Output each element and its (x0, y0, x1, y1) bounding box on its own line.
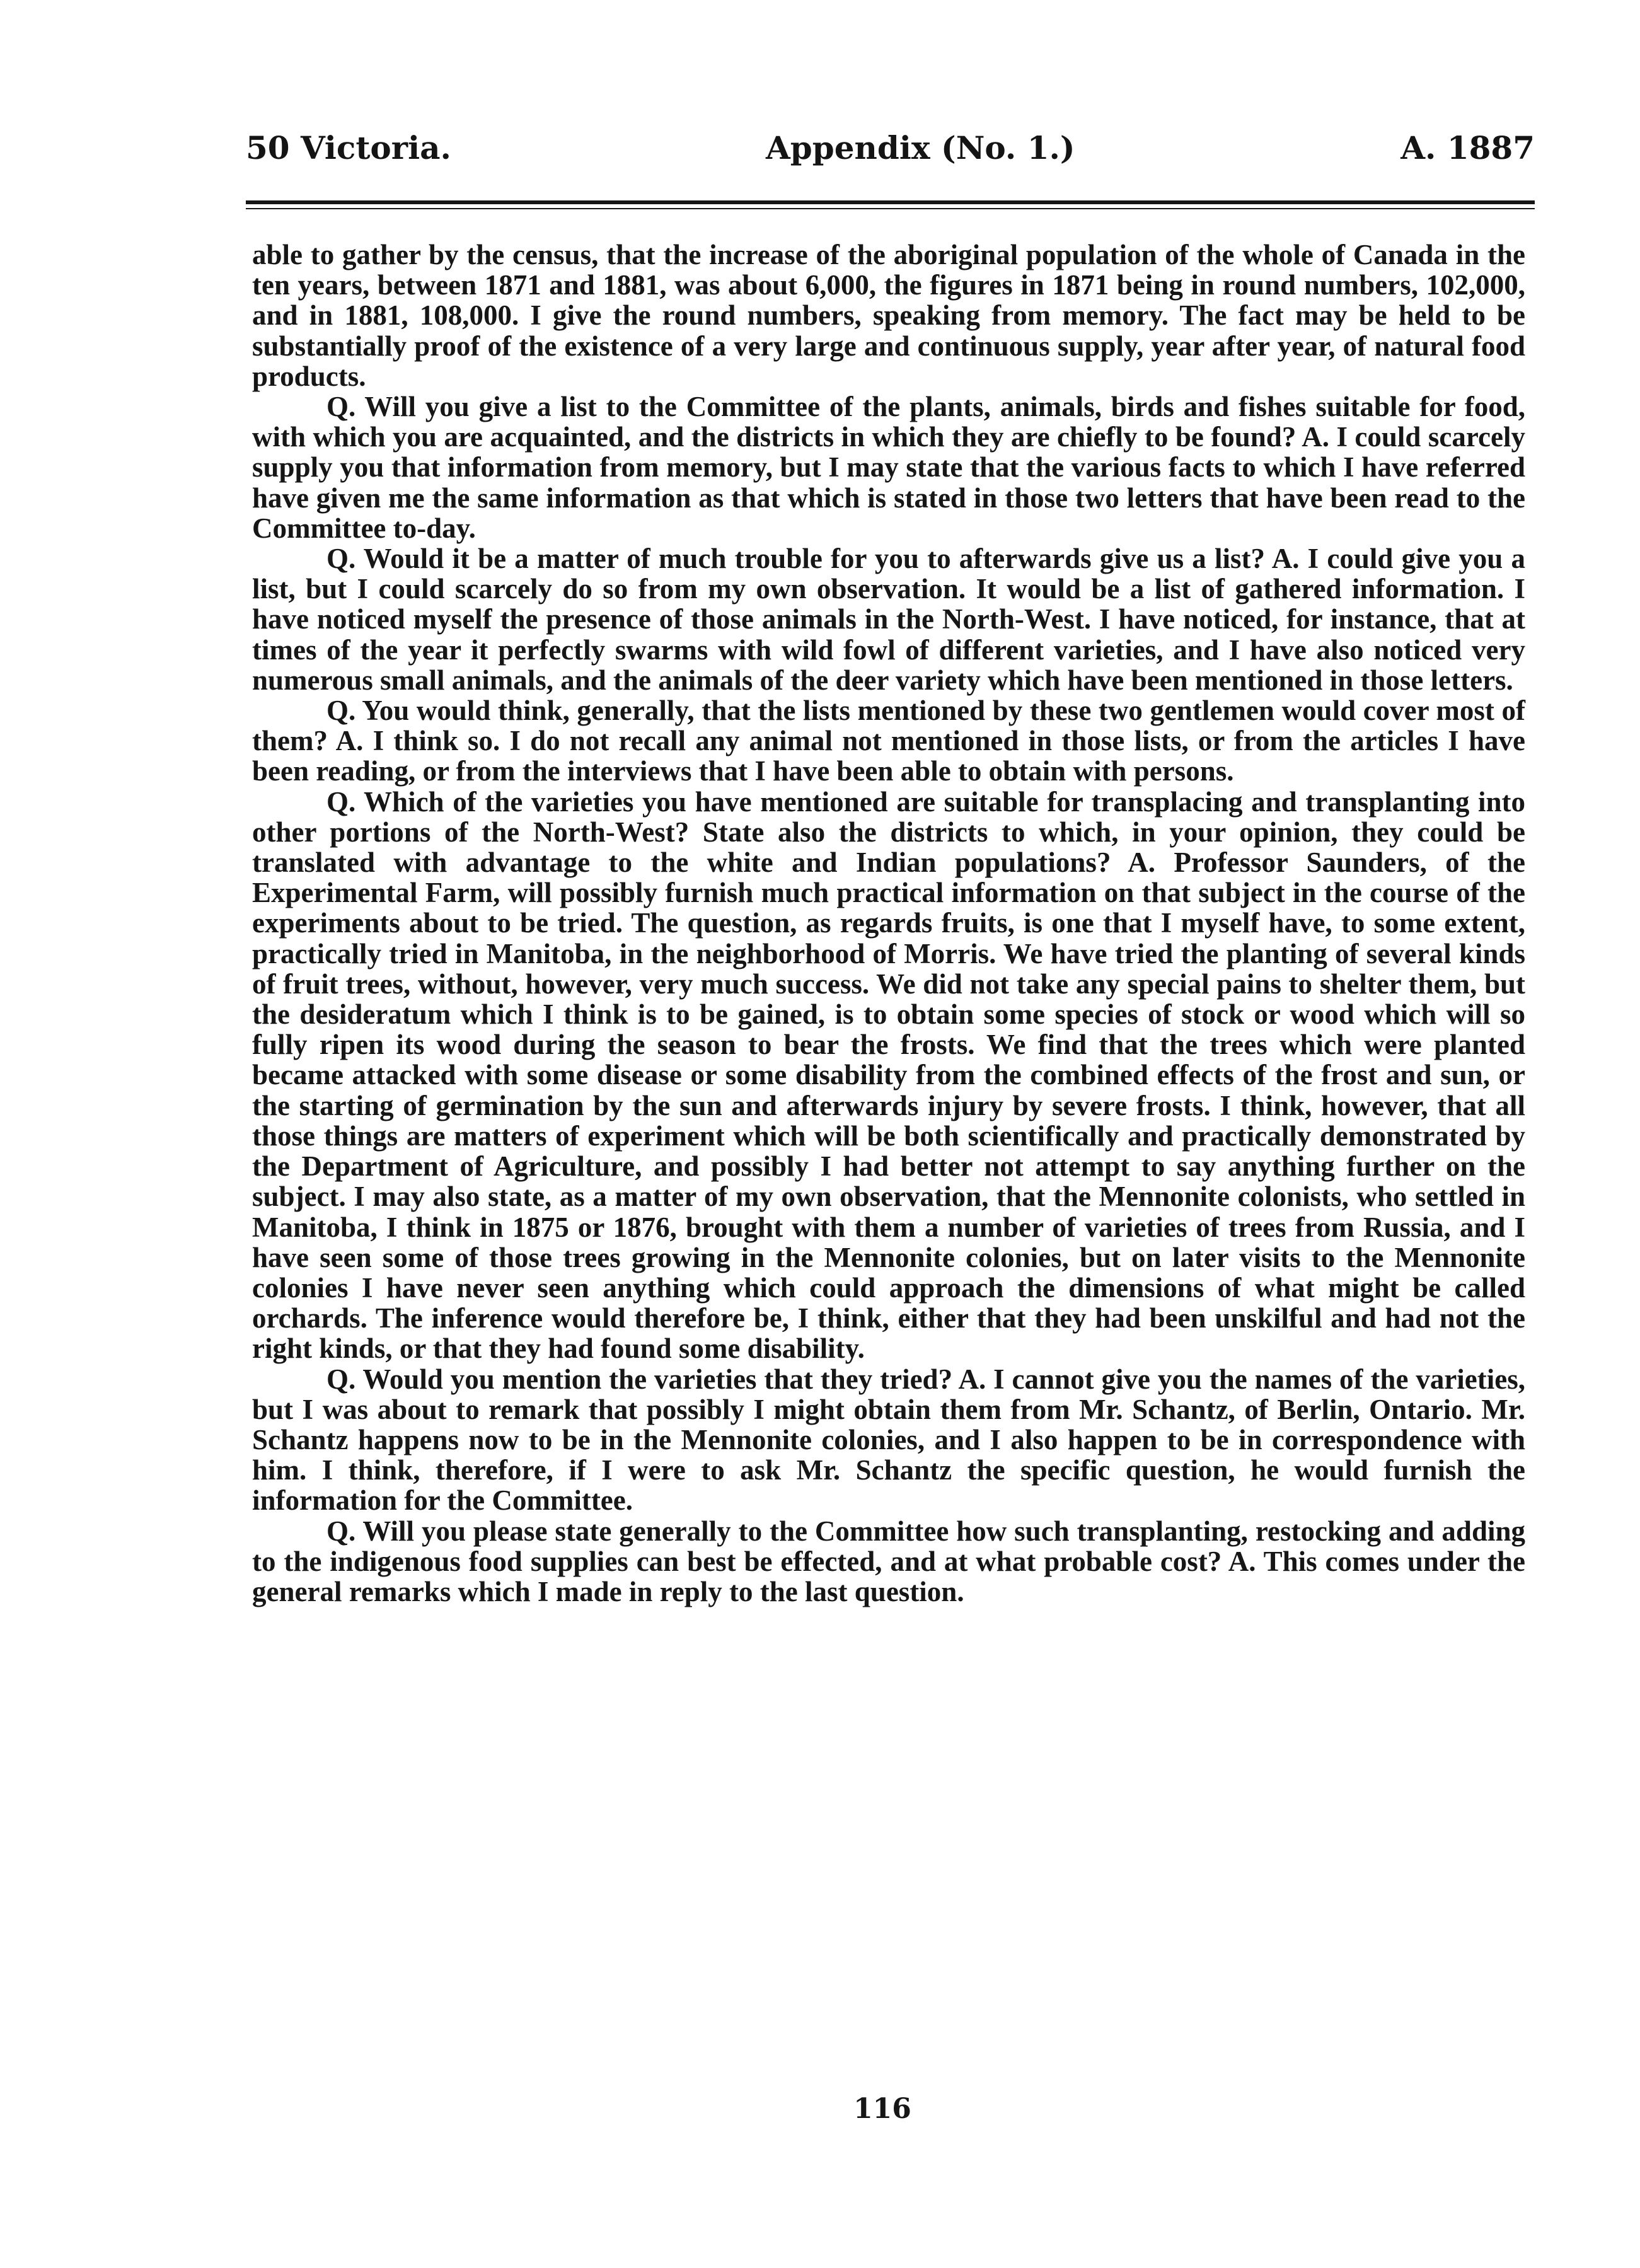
paragraph: Q. Would it be a matter of much trouble for you to afterwards give us a list? A. I could give you a list, but I could scarcely do so from my own observation. It would be a list of gathered information. I have noticed myself the presence of those animals in the North-West. I have noticed, for instance, that at times of the year it perfectly swarms with wild fowl of different varieties, and I have also noticed very numerous small animals, and the animals of the deer variety which have been mentioned in those letters. (252, 543, 1525, 696)
header-rule-thin (246, 208, 1535, 209)
paragraph: Q. You would think, generally, that the lists mentioned by these two gentlemen would cover most of them? A. I think so. I do not recall any animal not mentioned in those lists, or from the articles I have been reading, or from the interviews that I have been able to obtain with persons. (252, 695, 1525, 787)
paragraph: Q. Would you mention the varieties that they tried? A. I cannot give you the names of the varieties, but I was about to remark that possibly I might obtain them from Mr. Schantz, of Berlin, Ontario. Mr. Schantz happens now to be in the Mennonite colonies, and I also happen to be in correspondence with him. I think, therefore, if I were to ask Mr. Schantz the specific question, he would furnish the information for the Committee. (252, 1363, 1525, 1517)
header-session: 50 Victoria. (246, 129, 451, 166)
header-year: A. 1887 (1400, 129, 1535, 166)
header-appendix: Appendix (No. 1.) (766, 129, 1075, 166)
page-number: 116 (853, 2093, 911, 2125)
paragraph: able to gather by the census, that the increase of the aboriginal population of the whole of Canada in the ten years, between 1871 and 1881, was about 6,000, the figures in 1871 being in round numbers, 102,000, and in 1881, 108,000. I give the round numbers, speaking from memory. The fact may be held to be substantially proof of the existence of a very large and continuous supply, year after year, of natural food products. (252, 239, 1525, 392)
running-header (246, 129, 1535, 186)
body-text (252, 240, 1525, 1607)
header-rule-thick (246, 200, 1535, 204)
paragraph: Q. Will you give a list to the Committee of the plants, animals, birds and fishes suitable for food, with which you are acquainted, and the districts in which they are chiefly to be found? A. I could scarcely supply you that information from memory, but I may state that the various facts to which I have referred have given me the same information as that which is stated in those two letters that have been read to the Committee to-day. (252, 391, 1525, 544)
paragraph: Q. Will you please state generally to the Committee how such transplanting, restocking and adding to the indigenous food supplies can best be effected, and at what probable cost? A. This comes under the general remarks which I made in reply to the last question. (252, 1515, 1525, 1607)
paragraph: Q. Which of the varieties you have mentioned are suitable for transplacing and transplanting into other portions of the North-West? State also the districts to which, in your opinion, they could be translated with advantage to the white and Indian populations? A. Professor Saunders, of the Experimental Farm, will possibly furnish much practical information on that subject in the course of the experiments about to be tried. The question, as regards fruits, is one that I myself have, to some extent, practically tried in Manitoba, in the neighborhood of Morris. We have tried the planting of several kinds of fruit trees, without, however, very much success. We did not take any special pains to shelter them, but the desideratum which I think is to be gained, is to obtain some species of stock or wood which will so fully ripen its wood during the season to bear the frosts. We find that the trees which were planted became attacked with some disease or some disability from the combined effects of the frost and sun, or the starting of germination by the sun and afterwards injury by severe frosts. I think, however, that all those things are matters of experiment which will be both scientifically and practically demonstrated by the Department of Agriculture, and possibly I had better not attempt to say anything further on the subject. I may also state, as a matter of my own observation, that the Mennonite colonists, who settled in Manitoba, I think in 1875 or 1876, brought with them a number of varieties of trees from Russia, and I have seen some of those trees growing in the Mennonite colonies, but on later visits to the Mennonite colonies I have never seen anything which could approach the dimensions of what might be called orchards. The inference would therefore be, I think, either that they had been unskilful and had not the right kinds, or that they had found some disability. (252, 785, 1525, 1365)
